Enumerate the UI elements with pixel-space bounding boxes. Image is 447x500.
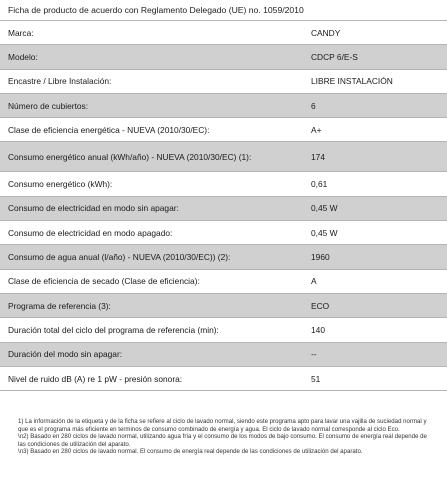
table-row (0, 342, 447, 366)
row-label-brand: Marca: (0, 21, 303, 45)
row-label-place-settings: Número de cubiertos: (0, 93, 303, 117)
row-label-energy-consumption: Consumo energético (kWh): (0, 172, 303, 196)
row-label-cycle-duration: Duración total del ciclo del programa de referencia (min): (0, 318, 303, 342)
row-value-drying-class: A (303, 269, 447, 293)
table-row (0, 118, 447, 142)
row-value-model: CDCP 6/E-S (303, 45, 447, 69)
row-label-drying-class: Clase de eficiencia de secado (Clase de eficiencia): (0, 269, 303, 293)
table-row (0, 172, 447, 196)
table-row (0, 196, 447, 220)
row-value-left-on-duration: -- (303, 342, 447, 366)
row-value-brand: CANDY (303, 21, 447, 45)
sheet-title: Ficha de producto de acuerdo con Reglamento Delegado (UE) no. 1059/2010 (8, 5, 304, 15)
table-row (0, 293, 447, 317)
table-row (0, 245, 447, 269)
row-value-annual-water: 1960 (303, 245, 447, 269)
row-value-place-settings: 6 (303, 93, 447, 117)
row-value-left-on-mode: 0,45 W (303, 196, 447, 220)
footnotes (18, 418, 430, 456)
footnote-3: \n3) Basado en 280 ciclos de lavado normal. El consumo de energía real depende de las condiciones de utilización del aparato. (18, 448, 363, 456)
row-label-annual-water: Consumo de agua anual (l/año) - NUEVA (2010/30/EC)) (2): (0, 245, 303, 269)
row-value-reference-program: ECO (303, 293, 447, 317)
row-value-off-mode: 0,45 W (303, 221, 447, 245)
row-value-noise-level: 51 (303, 366, 447, 390)
row-label-installation: Encastre / Libre Instalación: (0, 69, 303, 93)
row-label-model: Modelo: (0, 45, 303, 69)
table-row (0, 142, 447, 172)
row-value-cycle-duration: 140 (303, 318, 447, 342)
footnote-2: \n2) Basado en 280 ciclos de lavado normal, utilizando agua fría y el consumo de los modos de bajo consumo. El consumo de energía real depende de las condiciones de utilización del aparato. (18, 433, 427, 448)
table-row (0, 21, 447, 45)
table-row (0, 93, 447, 117)
row-label-reference-program: Programa de referencia (3): (0, 293, 303, 317)
row-label-annual-energy: Consumo energético anual (kWh/año) - NUEVA (2010/30/EC) (1): (0, 142, 303, 172)
row-value-energy-class: A+ (303, 118, 447, 142)
table-row (0, 221, 447, 245)
table-row (0, 366, 447, 390)
row-value-energy-consumption: 0,61 (303, 172, 447, 196)
spec-table (0, 20, 447, 391)
row-label-off-mode: Consumo de electricidad en modo apagado: (0, 221, 303, 245)
row-label-left-on-duration: Duración del modo sin apagar: (0, 342, 303, 366)
row-label-left-on-mode: Consumo de electricidad en modo sin apagar: (0, 196, 303, 220)
table-row (0, 318, 447, 342)
footnote-1: 1) La información de la etiqueta y de la ficha se refiere al ciclo de lavado normal, siendo este programa apto para lavar una vajilla de suciedad normal y que es el programa más eficiente en terminos de consumo combinado de energía y agua. El ciclo de lavado normal corresponde al ciclo Eco. (18, 418, 427, 433)
table-row (0, 269, 447, 293)
row-value-installation: LIBRE INSTALACIÓN (303, 69, 447, 93)
row-value-annual-energy: 174 (303, 142, 447, 172)
row-label-noise-level: Nivel de ruido dB (A) re 1 pW - presión sonora: (0, 366, 303, 390)
table-row (0, 69, 447, 93)
row-label-energy-class: Clase de eficiencia energética - NUEVA (2010/30/EC): (0, 118, 303, 142)
table-row (0, 45, 447, 69)
